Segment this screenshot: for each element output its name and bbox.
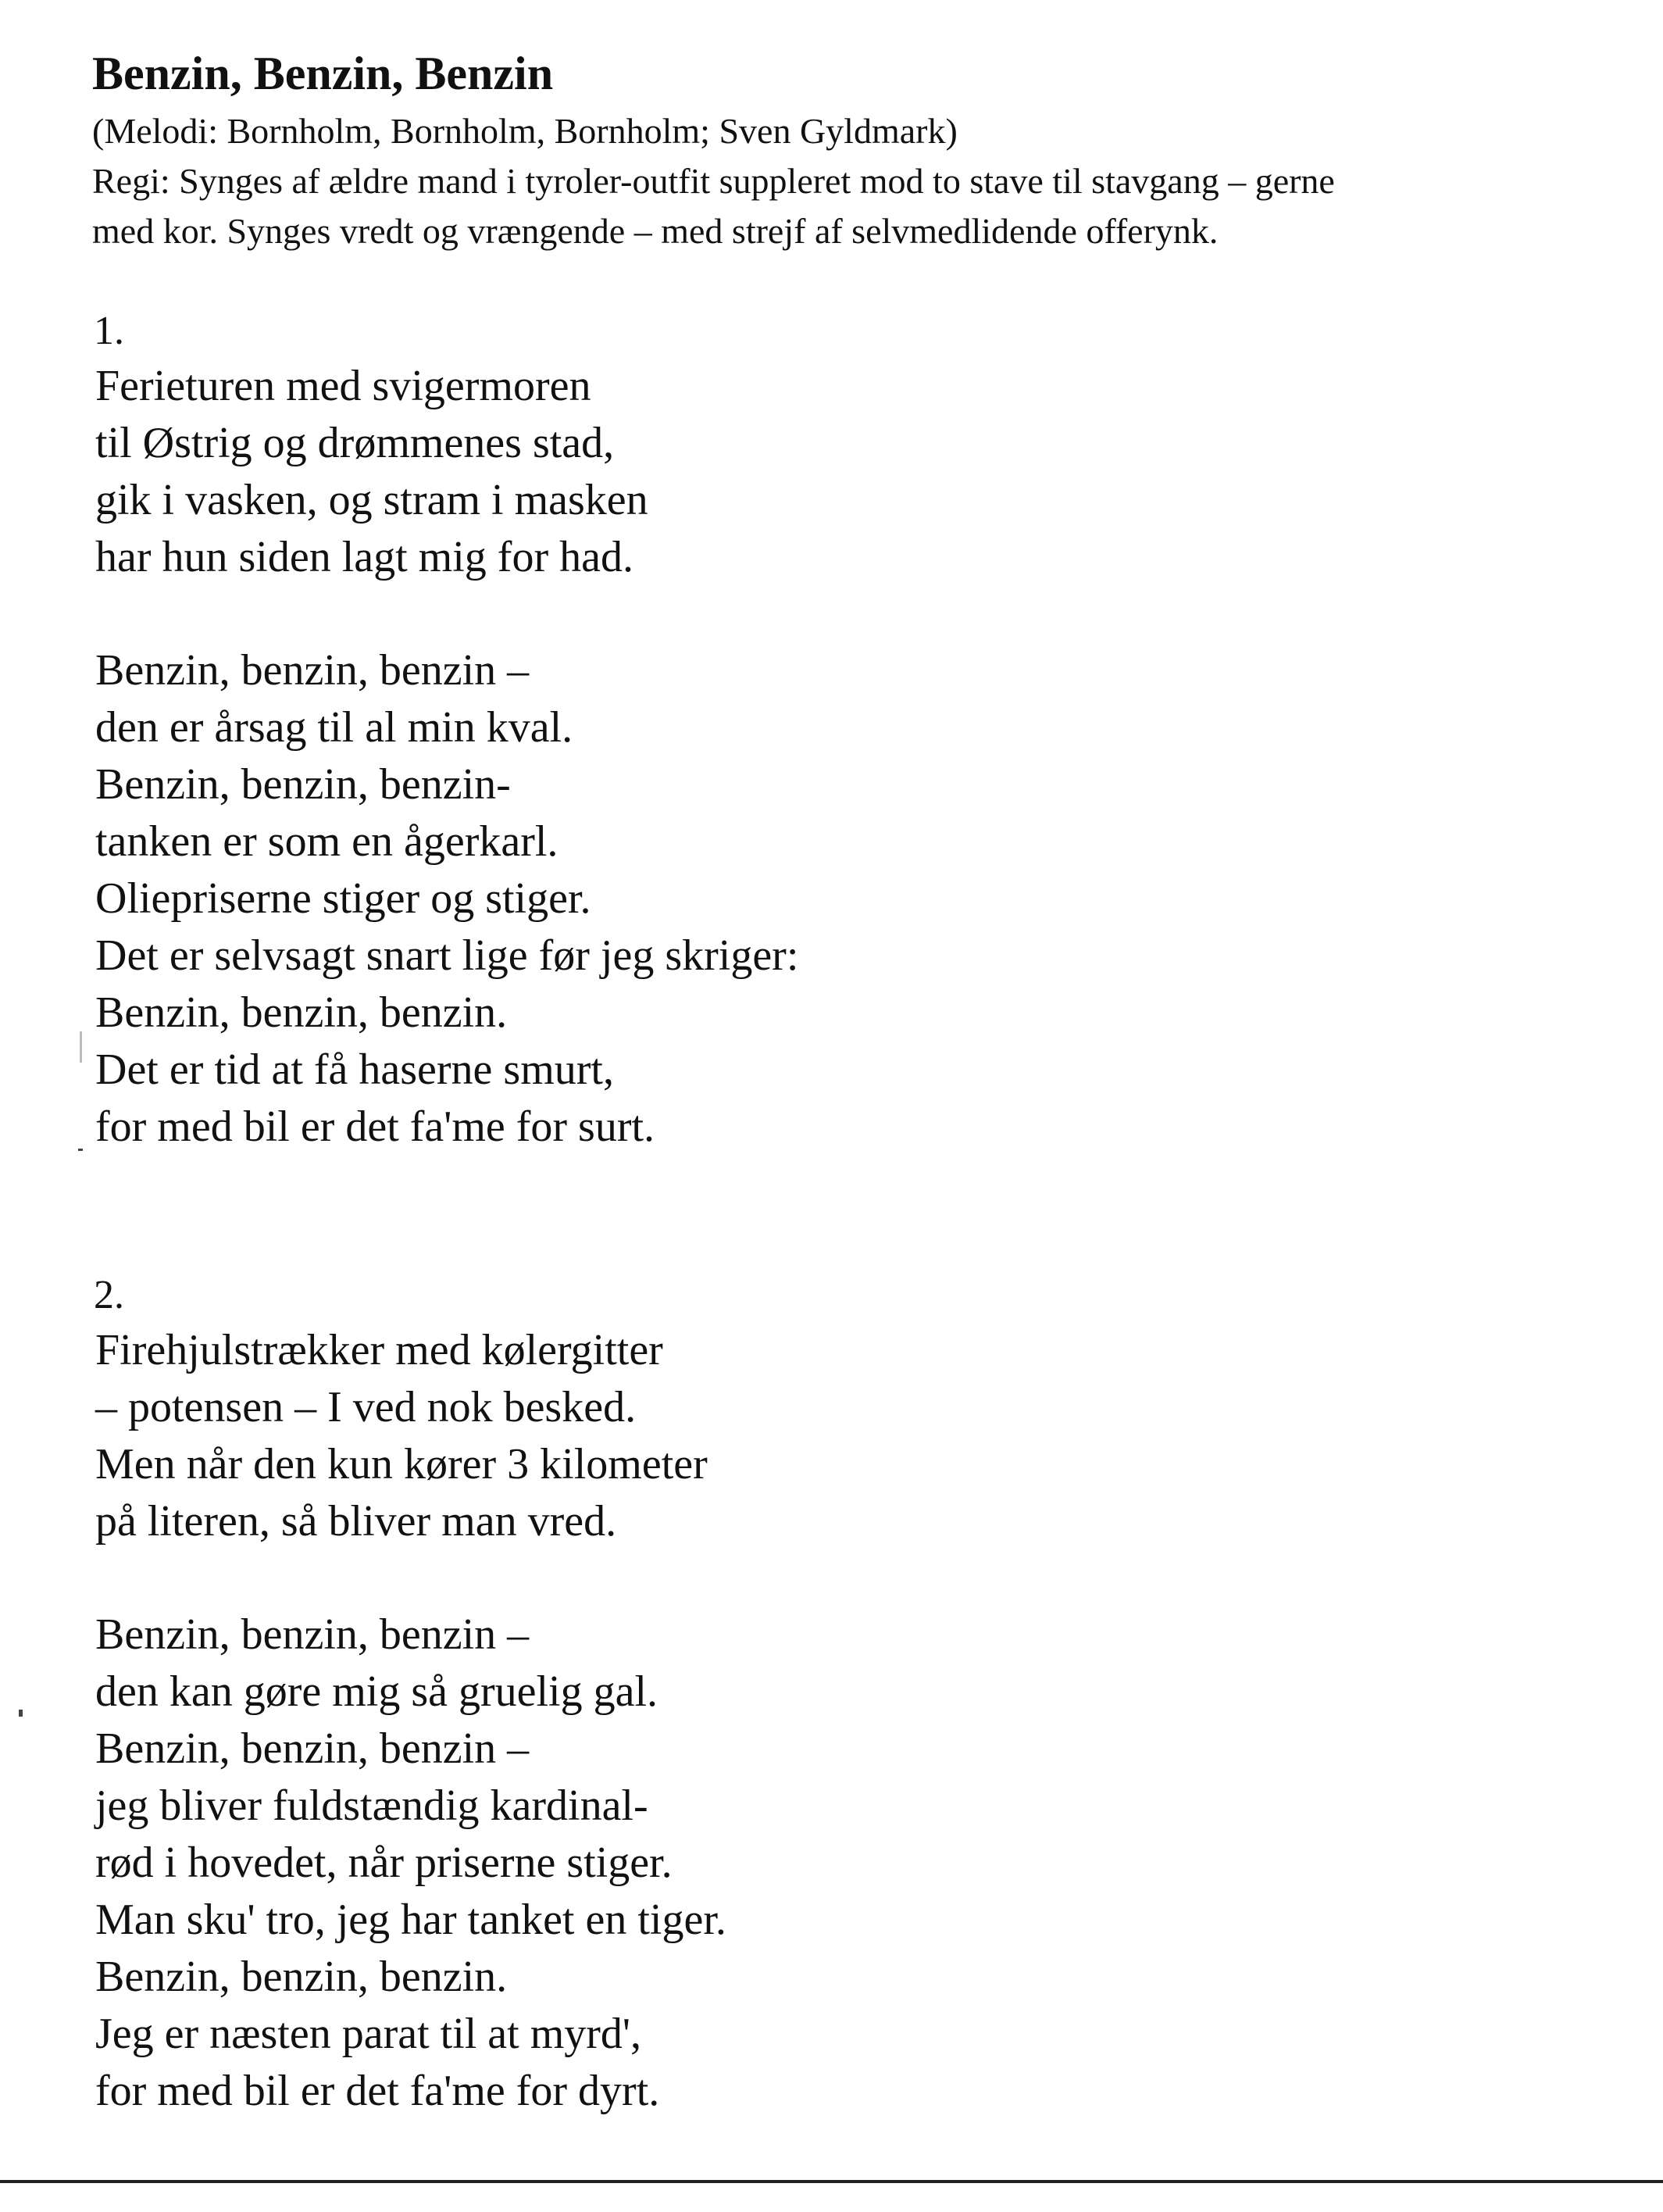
- chorus-line: Man sku' tro, jeg har tanket en tiger.: [95, 1896, 726, 1944]
- chorus-line: for med bil er det fa'me for surt.: [95, 1102, 655, 1151]
- verse-1-number: 1.: [94, 309, 124, 353]
- chorus-line: Benzin, benzin, benzin –: [95, 646, 530, 695]
- verse-line: på literen, så bliver man vred.: [95, 1497, 617, 1546]
- verse-1-stanza: [95, 358, 648, 586]
- chorus-line: Benzin, benzin, benzin.: [95, 988, 508, 1037]
- verse-line: Ferieturen med svigermoren: [95, 362, 591, 410]
- verse-line: Men når den kun kører 3 kilometer: [95, 1440, 708, 1488]
- chorus-line: den er årsag til al min kval.: [95, 703, 573, 752]
- scan-speck: [80, 1031, 82, 1063]
- verse-line: til Østrig og drømmenes stad,: [95, 419, 615, 467]
- bottom-divider-line: [0, 2180, 1663, 2183]
- direction-line-2: med kor. Synges vredt og vrængende – med strejf af selvmedlidende offerynk.: [92, 211, 1219, 251]
- verse-line: – potensen – I ved nok besked.: [95, 1383, 637, 1431]
- verse-2-number: 2.: [94, 1273, 124, 1317]
- chorus-line: jeg bliver fuldstændig kardinal-: [95, 1781, 648, 1830]
- chorus-line: Benzin, benzin, benzin –: [95, 1610, 530, 1659]
- scan-speck: [19, 1710, 23, 1717]
- chorus-line: Jeg er næsten parat til at myrd',: [95, 2010, 642, 2058]
- chorus-line: rød i hovedet, når priserne stiger.: [95, 1839, 673, 1887]
- direction-line-1: Regi: Synges af ældre mand i tyroler-outfit suppleret mod to stave til stavgang – gerne: [92, 161, 1335, 201]
- melody-note: (Melodi: Bornholm, Bornholm, Bornholm; Sven Gyldmark): [92, 111, 958, 151]
- song-meta: [92, 106, 1623, 256]
- chorus-line: Oliepriserne stiger og stiger.: [95, 874, 591, 923]
- scan-speck: [78, 1149, 83, 1151]
- song-title: Benzin, Benzin, Benzin: [92, 48, 554, 99]
- verse-2-stanza: [95, 1322, 708, 1550]
- chorus-line: Benzin, benzin, benzin –: [95, 1724, 530, 1773]
- chorus-line: Det er tid at få haserne smurt,: [95, 1045, 614, 1094]
- chorus-line: for med bil er det fa'me for dyrt.: [95, 2067, 660, 2115]
- chorus-line: Benzin, benzin, benzin-: [95, 760, 511, 809]
- verse-1-chorus: [95, 642, 798, 1156]
- chorus-line: tanken er som en ågerkarl.: [95, 817, 558, 866]
- verse-line: har hun siden lagt mig for had.: [95, 533, 633, 581]
- verse-line: gik i vasken, og stram i masken: [95, 476, 648, 524]
- chorus-line: Benzin, benzin, benzin.: [95, 1953, 508, 2001]
- chorus-line: Det er selvsagt snart lige før jeg skriger:: [95, 931, 799, 980]
- verse-line: Firehjulstrækker med kølergitter: [95, 1326, 663, 1374]
- chorus-line: den kan gøre mig så gruelig gal.: [95, 1667, 658, 1716]
- verse-2-chorus: [95, 1606, 726, 2120]
